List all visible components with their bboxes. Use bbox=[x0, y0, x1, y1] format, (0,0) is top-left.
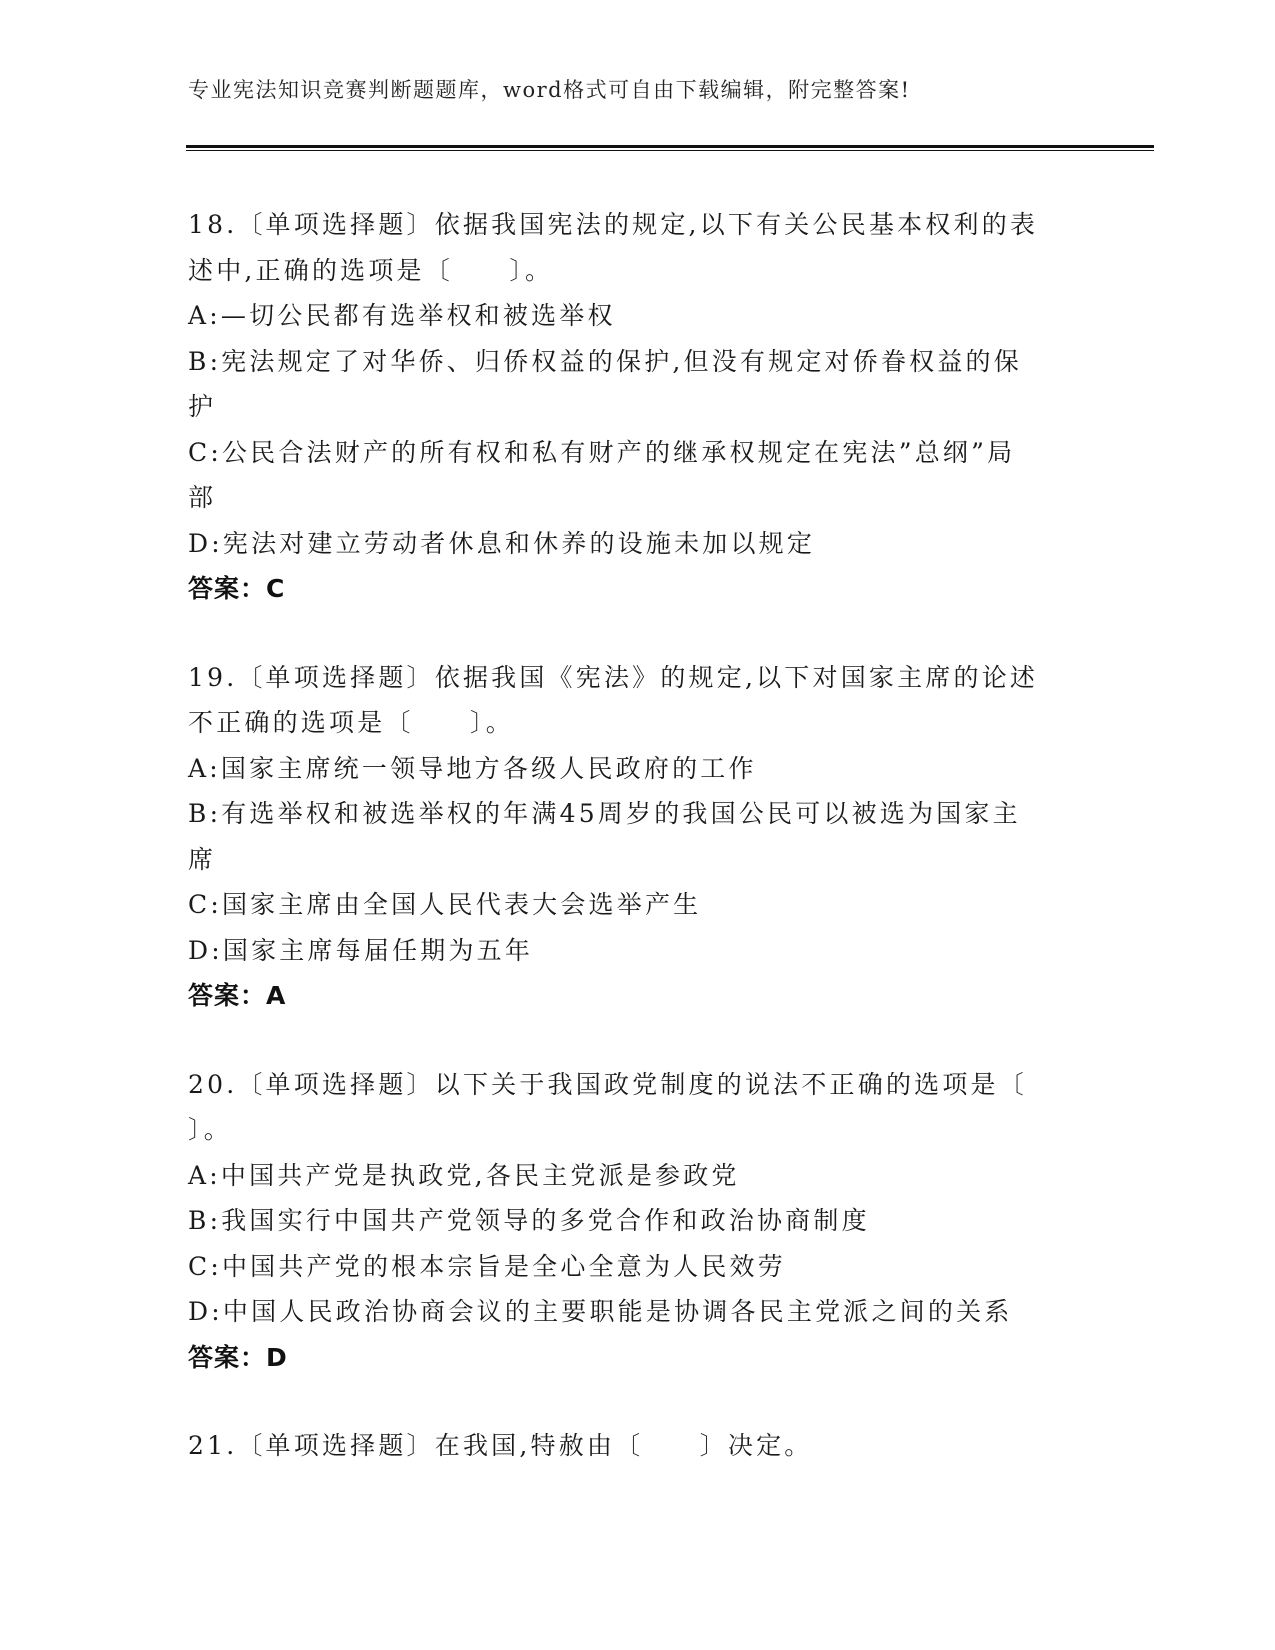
question-20-option-a: A:中国共产党是执政党,各民主党派是参政党 bbox=[188, 1160, 740, 1190]
question-21 bbox=[188, 1423, 1068, 1469]
question-20-option-b: B:我国实行中国共产党领导的多党合作和政治协商制度 bbox=[188, 1206, 870, 1235]
question-21-stem-line-1: 21.〔单项选择题〕在我国,特赦由〔 〕决定。 bbox=[188, 1431, 813, 1460]
question-20 bbox=[188, 1062, 1068, 1381]
question-20-stem-line-1: 20.〔单项选择题〕以下关于我国政党制度的说法不正确的选项是〔 bbox=[188, 1069, 1027, 1099]
question-19-stem-line-1: 19.〔单项选择题〕依据我国《宪法》的规定,以下对国家主席的论述 bbox=[188, 662, 1039, 692]
question-19-stem-line-2: 不正确的选项是〔 〕。 bbox=[188, 708, 514, 737]
question-19-option-b-cont: 席 bbox=[188, 844, 217, 874]
question-18-stem-line-2: 述中,正确的选项是〔 〕。 bbox=[188, 255, 554, 285]
question-18-option-b-cont: 护 bbox=[188, 392, 217, 421]
question-19 bbox=[188, 655, 1068, 1019]
question-18-option-d: D:宪法对建立劳动者休息和休养的设施未加以规定 bbox=[188, 528, 816, 558]
question-20-answer: 答案：D bbox=[188, 1342, 288, 1372]
question-18-option-c-cont: 部 bbox=[188, 483, 217, 512]
question-19-option-b: B:有选举权和被选举权的年满45周岁的我国公民可以被选为国家主 bbox=[188, 799, 1021, 828]
question-20-stem-line-2: 〕。 bbox=[188, 1115, 232, 1144]
page-header-title: 专业宪法知识竞赛判断题题库，word格式可自由下载编辑，附完整答案! bbox=[188, 78, 911, 102]
question-18-stem-line-1: 18.〔单项选择题〕依据我国宪法的规定,以下有关公民基本权利的表 bbox=[188, 210, 1039, 239]
question-18-option-b: B:宪法规定了对华侨、归侨权益的保护,但没有规定对侨眷权益的保 bbox=[188, 346, 1022, 376]
question-20-option-c: C:中国共产党的根本宗旨是全心全意为人民效劳 bbox=[188, 1251, 786, 1281]
question-20-option-d: D:中国人民政治协商会议的主要职能是协调各民主党派之间的关系 bbox=[188, 1297, 1013, 1326]
question-18-option-a: A:—切公民都有选举权和被选举权 bbox=[188, 301, 616, 330]
question-list bbox=[188, 202, 1068, 1512]
question-18-answer: 答案：C bbox=[188, 574, 286, 603]
question-19-option-c: C:国家主席由全国人民代表大会选举产生 bbox=[188, 890, 702, 919]
header-rule-thin bbox=[186, 150, 1154, 151]
question-19-option-d: D:国家主席每届任期为五年 bbox=[188, 935, 534, 965]
question-18 bbox=[188, 202, 1068, 612]
question-18-option-c: C:公民合法财产的所有权和私有财产的继承权规定在宪法”总纲”局 bbox=[188, 437, 1016, 467]
header-rule-thick bbox=[186, 145, 1154, 148]
question-19-answer: 答案：A bbox=[188, 981, 287, 1010]
question-19-option-a: A:国家主席统一领导地方各级人民政府的工作 bbox=[188, 753, 757, 783]
